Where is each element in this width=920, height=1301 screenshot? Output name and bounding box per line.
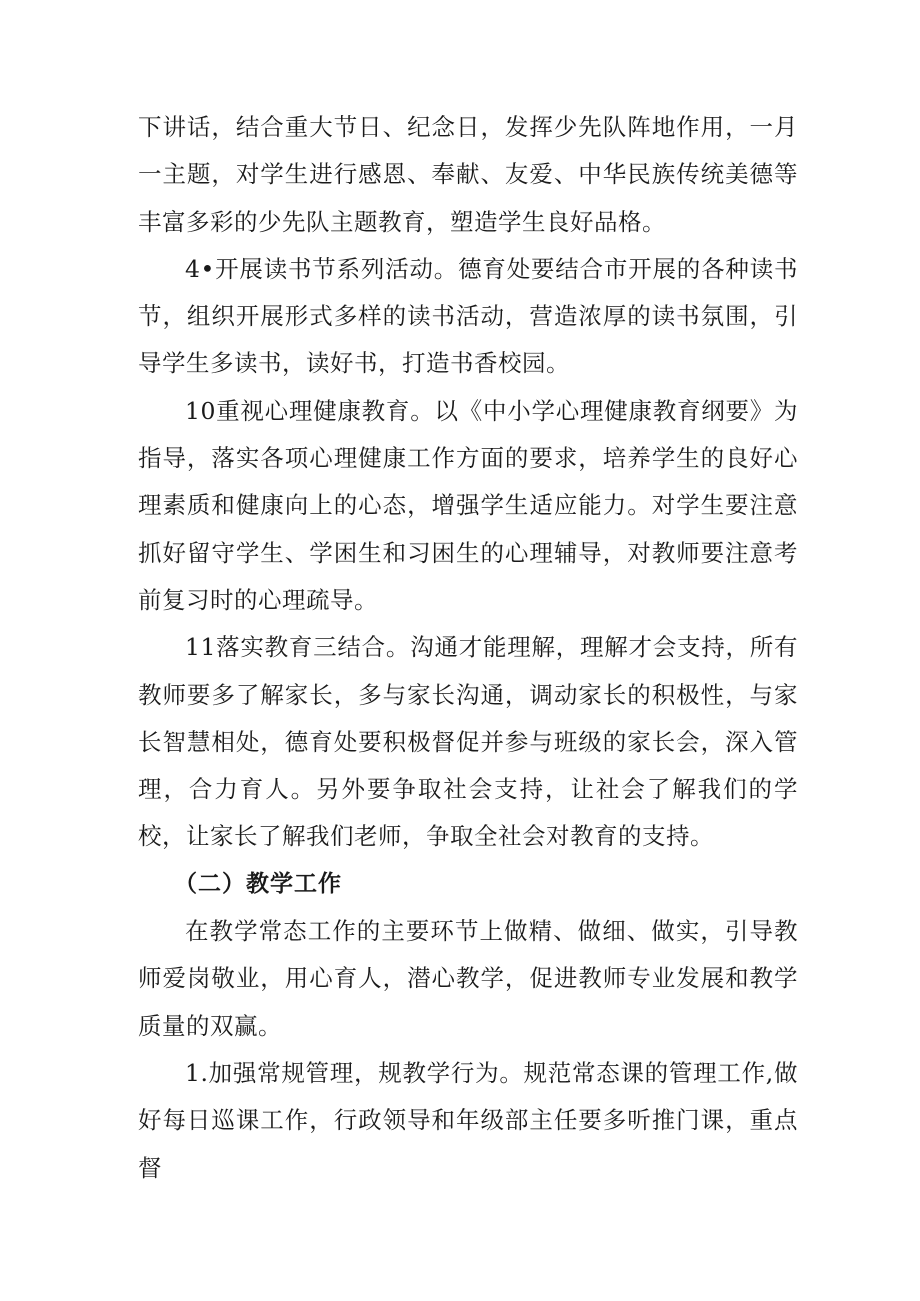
paragraph-reading-festival: 4•开展读书节系列活动。德育处要结合市开展的各种读书节，组织开展形式多样的读书活动，营造浓厚的读书氛围，引导学生多读书，读好书，打造书香校园。	[138, 254, 798, 378]
paragraph-mental-health: 10重视心理健康教育。以《中小学心理健康教育纲要》为指导，落实各项心理健康工作方面的要求，培养学生的良好心理素质和健康向上的心态，增强学生适应能力。对学生要注意抓好留守学生、学困生和习困生的心理辅导，对教师要注意考前复习时的心理疏导。	[138, 396, 798, 614]
paragraph-education-integration: 11落实教育三结合。沟通才能理解，理解才会支持，所有教师要多了解家长，多与家长沟通，调动家长的积极性，与家长智慧相处，德育处要积极督促并参与班级的家长会，深入管理，合力育人。另外要争取社会支持，让社会了解我们的学校，让家长了解我们老师，争取全社会对教育的支持。	[138, 633, 798, 851]
paragraph-continued: 下讲话，结合重大节日、纪念日，发挥少先队阵地作用，一月一主题，对学生进行感恩、奉献、友爱、中华民族传统美德等丰富多彩的少先队主题教育，塑造学生良好品格。	[138, 113, 798, 236]
paragraph-routine-management: 1.加强常规管理，规教学行为。规范常态课的管理工作,做好每日巡课工作，行政领导和年级部主任要多听推门课，重点督	[138, 1058, 798, 1182]
document-body	[138, 104, 798, 1192]
paragraph-teaching-intro: 在教学常态工作的主要环节上做精、做细、做实，引导教师爱岗敬业，用心育人，潜心教学，促进教师专业发展和教学质量的双赢。	[138, 917, 798, 1040]
section-heading-teaching-work: （二）教学工作	[174, 870, 342, 897]
